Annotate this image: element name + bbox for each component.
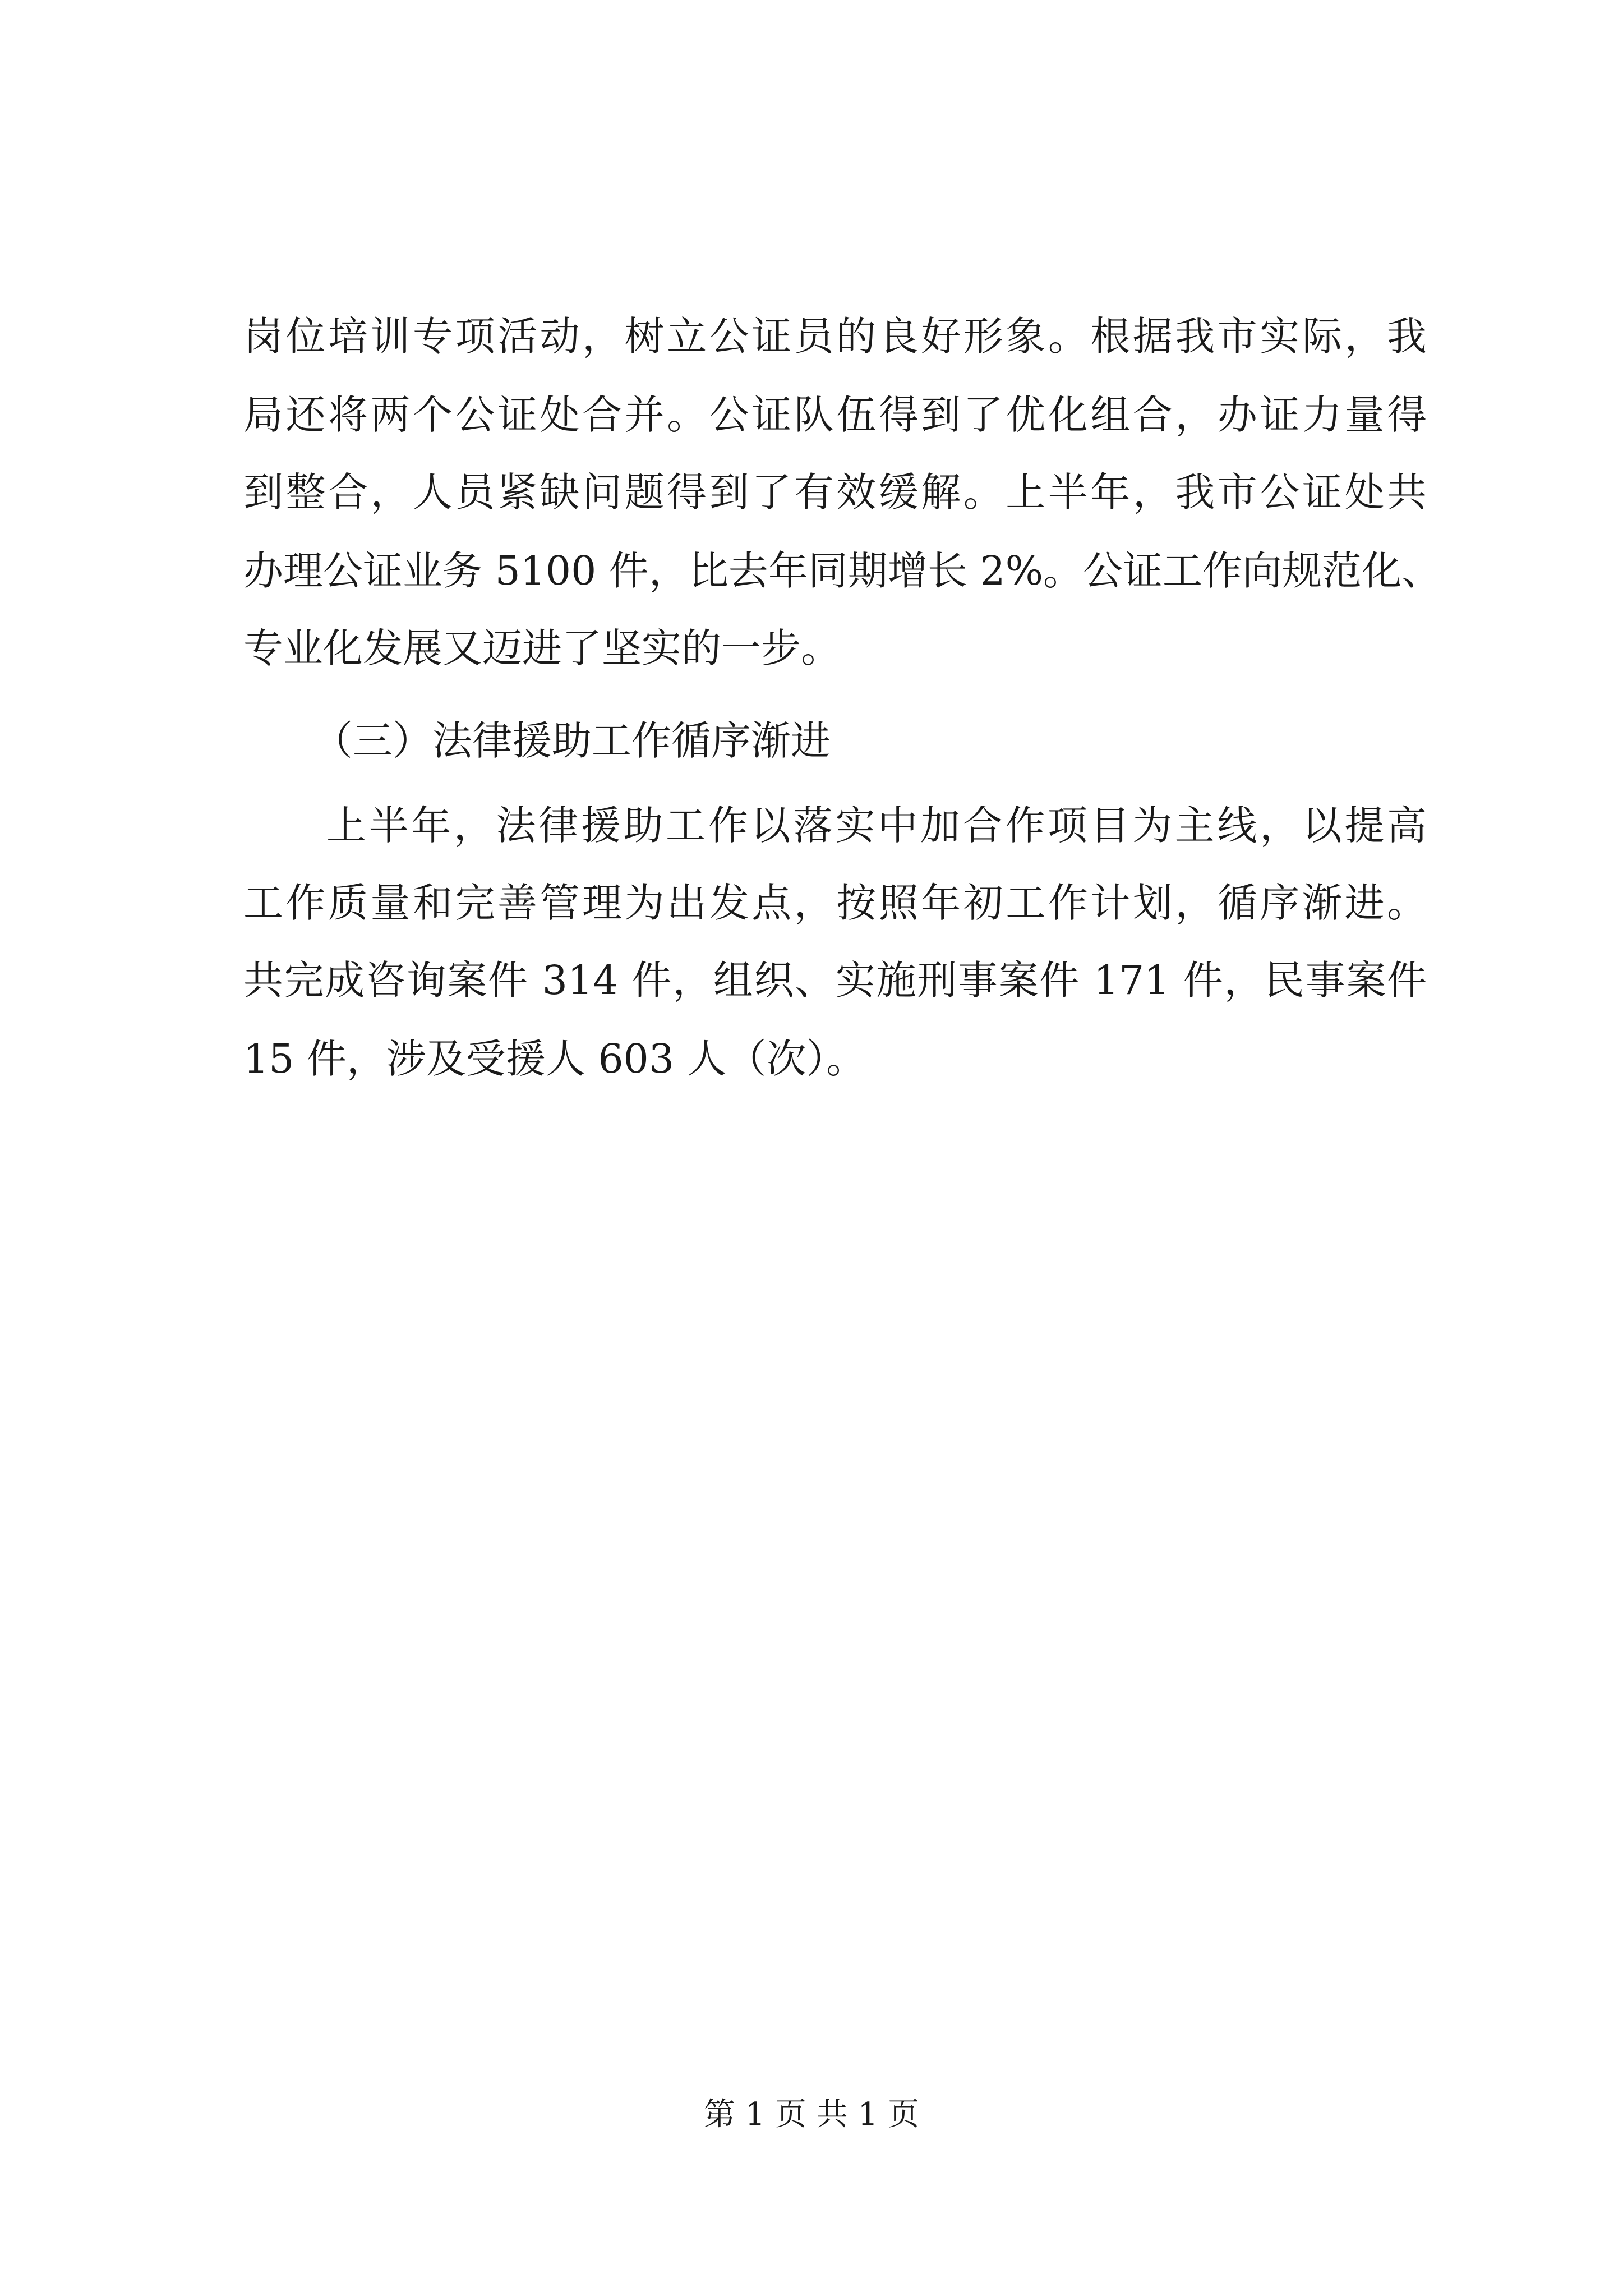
paragraph-2-line-4: 15 件，涉及受援人 603 人（次）。 (243, 1036, 866, 1082)
paragraph-2-line-3: 共完成咨询案件 314 件，组织、实施刑事案件 171 件，民事案件 (243, 957, 1427, 1004)
paragraph-1-line-3: 到整合，人员紧缺问题得到了有效缓解。上半年，我市公证处共 (243, 469, 1427, 516)
paragraph-1-line-2: 局还将两个公证处合并。公证队伍得到了优化组合，办证力量得 (243, 392, 1427, 438)
paragraph-1-line-5: 专业化发展又迈进了坚实的一步。 (243, 625, 841, 671)
paragraph-1-line-4: 办理公证业务 5100 件，比去年同期增长 2%。公证工作向规范化、 (243, 547, 1442, 594)
section-heading: （三）法律援助工作循序渐进 (313, 717, 831, 764)
paragraph-2-line-1: 上半年，法律援助工作以落实中加合作项目为主线，以提高 (326, 802, 1427, 849)
page-footer: 第 1 页 共 1 页 (703, 2096, 920, 2133)
paragraph-1-line-1: 岗位培训专项活动，树立公证员的良好形象。根据我市实际，我 (243, 313, 1427, 360)
paragraph-2-line-2: 工作质量和完善管理为出发点，按照年初工作计划，循序渐进。 (243, 880, 1427, 926)
